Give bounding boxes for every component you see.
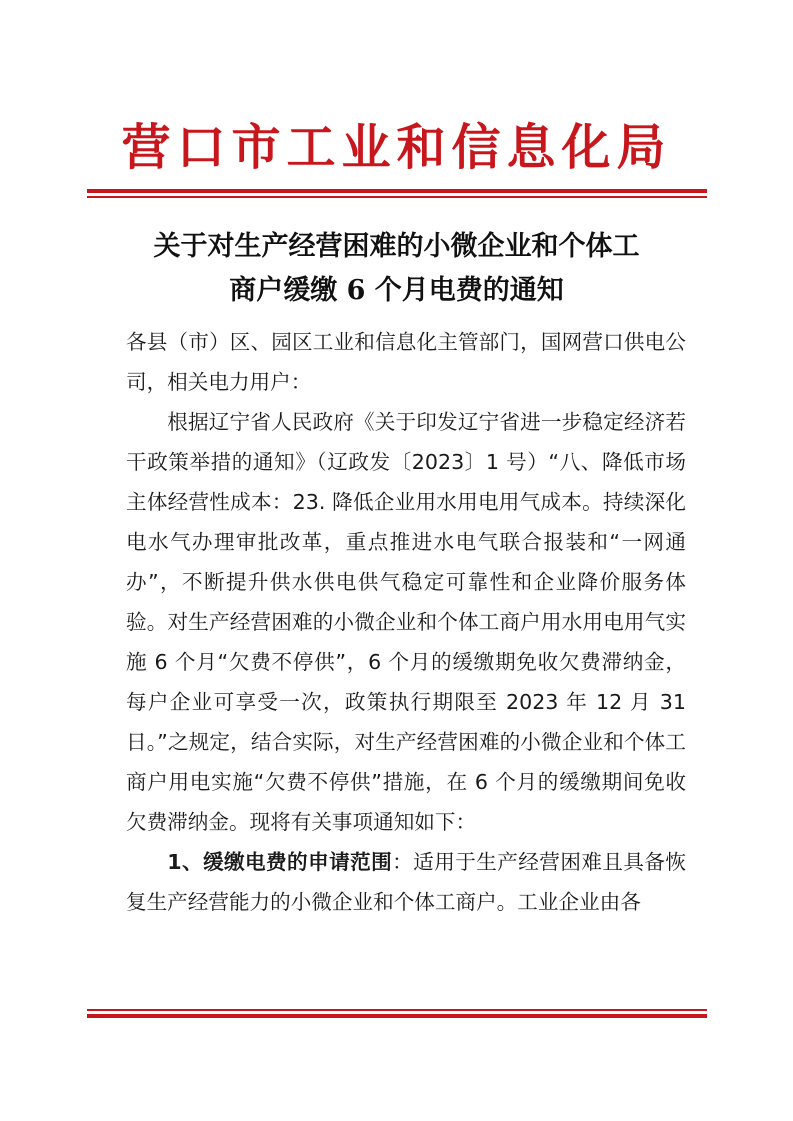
document-title [90,225,703,313]
section-1-heading: 1、缓缴电费的申请范围 [167,850,393,874]
footer-rule-thick [87,1014,707,1018]
agency-masthead: 营口市工业和信息化局 [121,118,672,176]
masthead-rule-thick [87,189,707,193]
body-paragraph-1: 根据辽宁省人民政府《关于印发辽宁省进一步稳定经济若干政策举措的通知》（辽政发〔2023〕1 号）“八、降低市场主体经营性成本：23. 降低企业用水用电用气成本。持续深化电水气办理审批改革，重点推进水电气联合报装和“一网通办”，不断提升供水供电供气稳定可靠性和企业降价服务体验。对生产经营困难的小微企业和个体工商户用水用电用气实施 6 个月“欠费不停供”，6 个月的缓缴期免收欠费滞纳金，每户企业可享受一次，政策执行期限至 2023 年 12 月 31 日。”之规定，结合实际，对生产经营困难的小微企业和个体工商户用电实施“欠费不停供”措施，在 6 个月的缓缴期间免收欠费滞纳金。现将有关事项通知如下： [126,410,686,834]
title-line-2: 商户缓缴 6 个月电费的通知 [229,275,564,306]
recipients-line: 各县（市）区、园区工业和信息化主管部门，国网营口供电公司，相关电力用户： [126,330,686,394]
document-body [126,322,686,922]
section-1-paragraph [126,842,686,922]
masthead-rule-thin [87,196,707,198]
footer-rule-thin [87,1009,707,1011]
title-line-1: 关于对生产经营困难的小微企业和个体工 [153,231,640,262]
section-1-text: ：适用于生产经营困难且具备恢复生产经营能力的小微企业和个体工商户。工业企业由各 [126,850,687,914]
